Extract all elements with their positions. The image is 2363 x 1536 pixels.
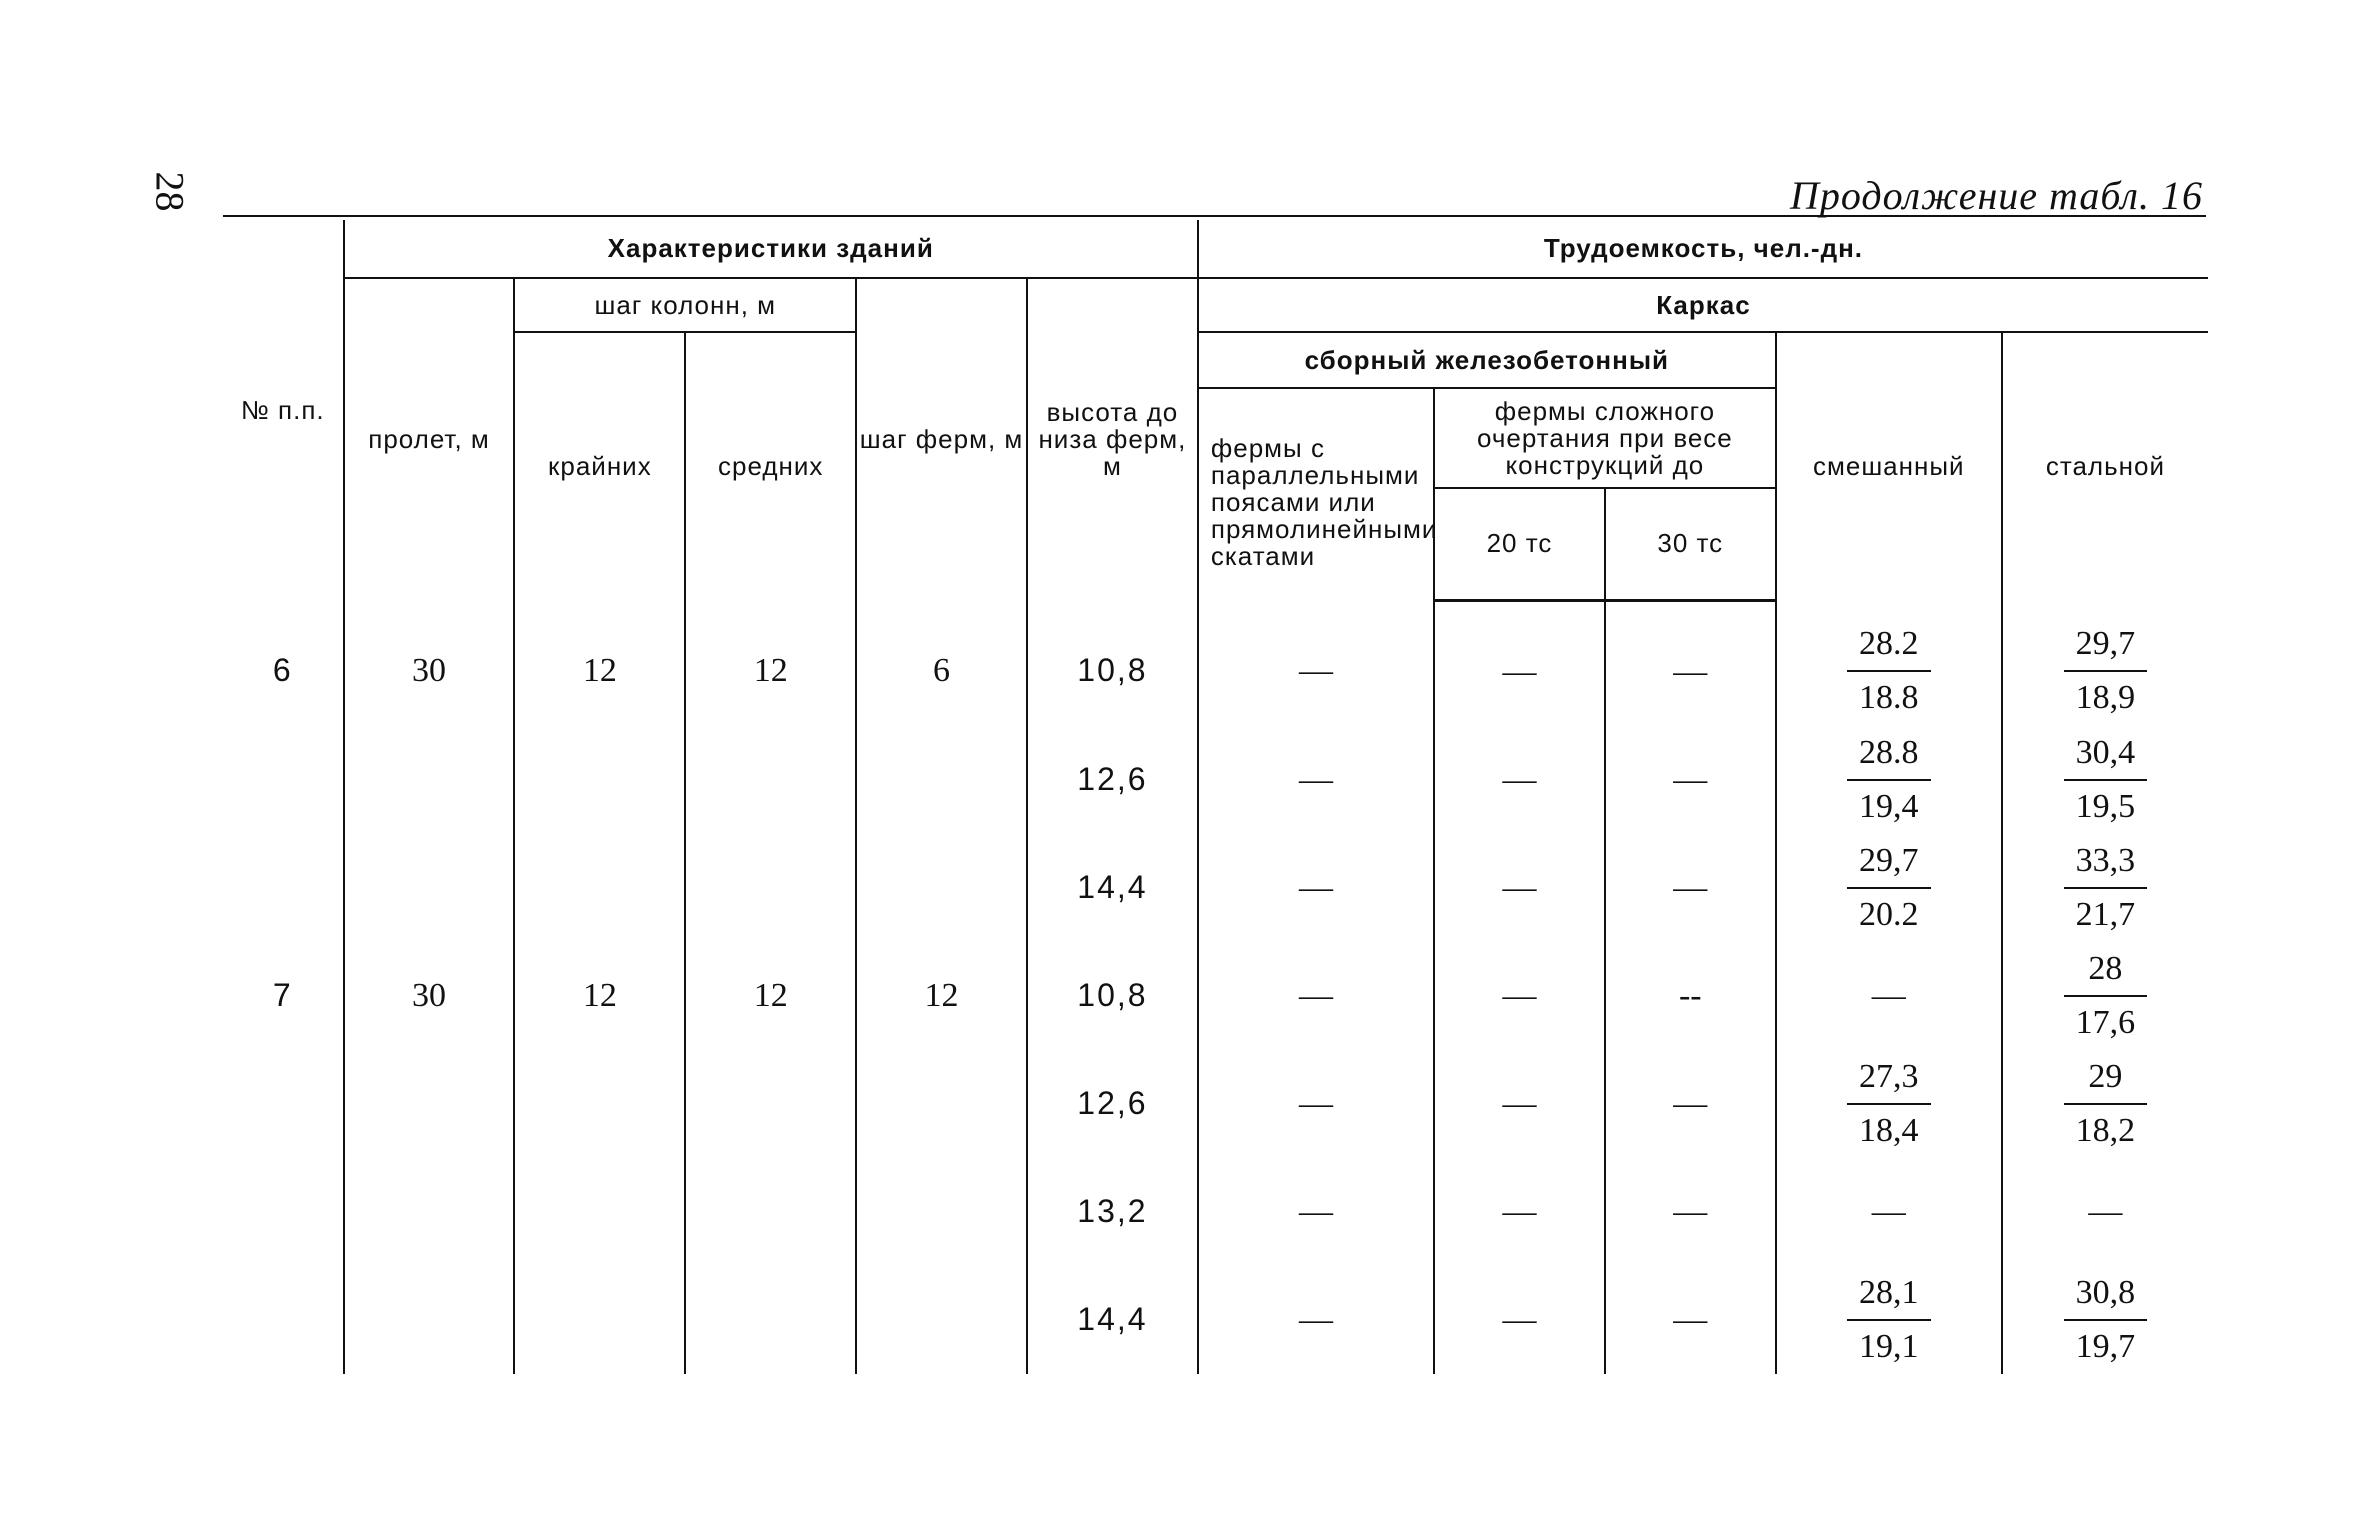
header-precast: сборный железобетонный [1198, 332, 1776, 388]
cell-parallel: — [1298, 651, 1333, 689]
cell-mixed: — [1871, 1192, 1906, 1230]
fraction-bottom: 18,9 [2075, 678, 2136, 716]
header-20t: 20 тс [1434, 488, 1605, 600]
cell-col-outer: 12 [582, 976, 617, 1014]
cell-height: 10,8 [1077, 976, 1148, 1013]
cell-steel: — [2088, 1192, 2123, 1230]
cell-parallel: — [1298, 976, 1333, 1014]
cell-steel [2064, 727, 2148, 833]
table-row [223, 1266, 2208, 1374]
cell-parallel: — [1298, 760, 1333, 798]
table-row [223, 726, 2208, 834]
row-no: 7 [272, 976, 293, 1013]
fraction-top: 33,3 [2064, 835, 2148, 889]
cell-30t: -- [1678, 976, 1702, 1014]
fraction-bottom: 21,7 [2075, 895, 2136, 933]
cell-col-outer: 12 [582, 651, 617, 689]
header-truss-step: шаг ферм, м [856, 278, 1027, 600]
cell-span: 30 [412, 976, 447, 1014]
cell-20t: — [1502, 976, 1537, 1014]
fraction-top: 28.8 [1847, 727, 1931, 781]
cell-steel [2064, 835, 2148, 941]
cell-parallel: — [1298, 868, 1333, 906]
cell-30t: — [1673, 760, 1708, 798]
cell-20t: — [1502, 1192, 1537, 1230]
cell-mixed [1847, 1051, 1931, 1157]
fraction-bottom: 19,7 [2075, 1327, 2136, 1365]
cell-20t: — [1502, 1300, 1537, 1338]
cell-20t: — [1502, 652, 1537, 690]
header-characteristics: Характеристики зданий [344, 220, 1198, 278]
header-height: высота до низа ферм, м [1027, 278, 1198, 600]
table-row [223, 600, 2208, 726]
cell-30t: — [1673, 868, 1708, 906]
cell-30t: — [1673, 1300, 1708, 1338]
cell-span: 30 [412, 651, 447, 689]
fraction-bottom: 20.2 [1859, 895, 1919, 933]
labor-table [223, 220, 2208, 1374]
header-col-middle: средних [685, 332, 856, 600]
cell-parallel: — [1298, 1300, 1333, 1338]
cell-20t: — [1502, 760, 1537, 798]
table-body [223, 600, 2208, 1374]
header-trusses-parallel: фермы с параллельными поясами или прямолинейными скатами [1198, 388, 1434, 600]
cell-mixed [1847, 1267, 1931, 1373]
cell-steel [2064, 1267, 2148, 1373]
cell-30t: — [1673, 652, 1708, 690]
cell-mixed [1847, 727, 1931, 833]
cell-30t: — [1673, 1192, 1708, 1230]
cell-mixed [1847, 618, 1931, 724]
cell-30t: — [1673, 1084, 1708, 1122]
fraction-bottom: 17,6 [2075, 1003, 2136, 1041]
table-row [223, 1050, 2208, 1158]
fraction-bottom: 18,2 [2075, 1111, 2136, 1149]
cell-height: 14,4 [1077, 1300, 1148, 1337]
cell-height: 14,4 [1077, 868, 1148, 905]
table-caption: Продолжение табл. 16 [1789, 173, 2203, 218]
cell-height: 13,2 [1077, 1192, 1148, 1229]
fraction-top: 29,7 [1847, 835, 1931, 889]
header-no: № п.п. [240, 394, 325, 425]
header-span: пролет, м [344, 278, 515, 600]
fraction-bottom: 18,4 [1859, 1111, 1919, 1149]
cell-mixed: — [1871, 976, 1906, 1014]
fraction-bottom: 19,4 [1859, 787, 1919, 825]
cell-steel [2064, 943, 2148, 1049]
fraction-top: 28.2 [1847, 618, 1931, 672]
cell-mixed [1847, 835, 1931, 941]
header-trusses-complex: фермы сложного очертания при весе конструкций до [1434, 388, 1776, 488]
fraction-top: 27,3 [1847, 1051, 1931, 1105]
cell-height: 10,8 [1077, 651, 1148, 688]
header-col-outer: крайних [514, 332, 685, 600]
page-number: 28 [147, 171, 193, 212]
fraction-top: 28 [2064, 943, 2148, 997]
fraction-bottom: 19,1 [1859, 1327, 1919, 1365]
table-row [223, 942, 2208, 1050]
header-mixed: смешанный [1776, 332, 2002, 600]
cell-parallel: — [1298, 1084, 1333, 1122]
fraction-bottom: 18.8 [1859, 678, 1919, 716]
cell-col-middle: 12 [753, 651, 788, 689]
table-header [223, 220, 2208, 600]
cell-height: 12,6 [1077, 760, 1148, 797]
cell-height: 12,6 [1077, 1084, 1148, 1121]
row-no: 6 [272, 651, 293, 688]
fraction-top: 29 [2064, 1051, 2148, 1105]
header-30t: 30 тс [1605, 488, 1776, 600]
header-labor: Трудоемкость, чел.-дн. [1198, 220, 2208, 278]
fraction-top: 28,1 [1847, 1267, 1931, 1321]
table-row [223, 1158, 2208, 1266]
header-frame: Каркас [1198, 278, 2208, 332]
cell-parallel: — [1298, 1192, 1333, 1230]
fraction-bottom: 19,5 [2075, 787, 2136, 825]
fraction-top: 30,8 [2064, 1267, 2148, 1321]
cell-col-middle: 12 [753, 976, 788, 1014]
cell-truss-step: 12 [924, 976, 959, 1014]
cell-steel [2064, 618, 2148, 724]
top-rule [223, 215, 2206, 217]
header-steel: стальной [2002, 332, 2208, 600]
fraction-top: 29,7 [2064, 618, 2148, 672]
cell-20t: — [1502, 1084, 1537, 1122]
cell-20t: — [1502, 868, 1537, 906]
cell-truss-step: 6 [933, 651, 951, 689]
header-col-step: шаг колонн, м [514, 278, 856, 332]
cell-steel [2064, 1051, 2148, 1157]
table-row [223, 834, 2208, 942]
fraction-top: 30,4 [2064, 727, 2148, 781]
